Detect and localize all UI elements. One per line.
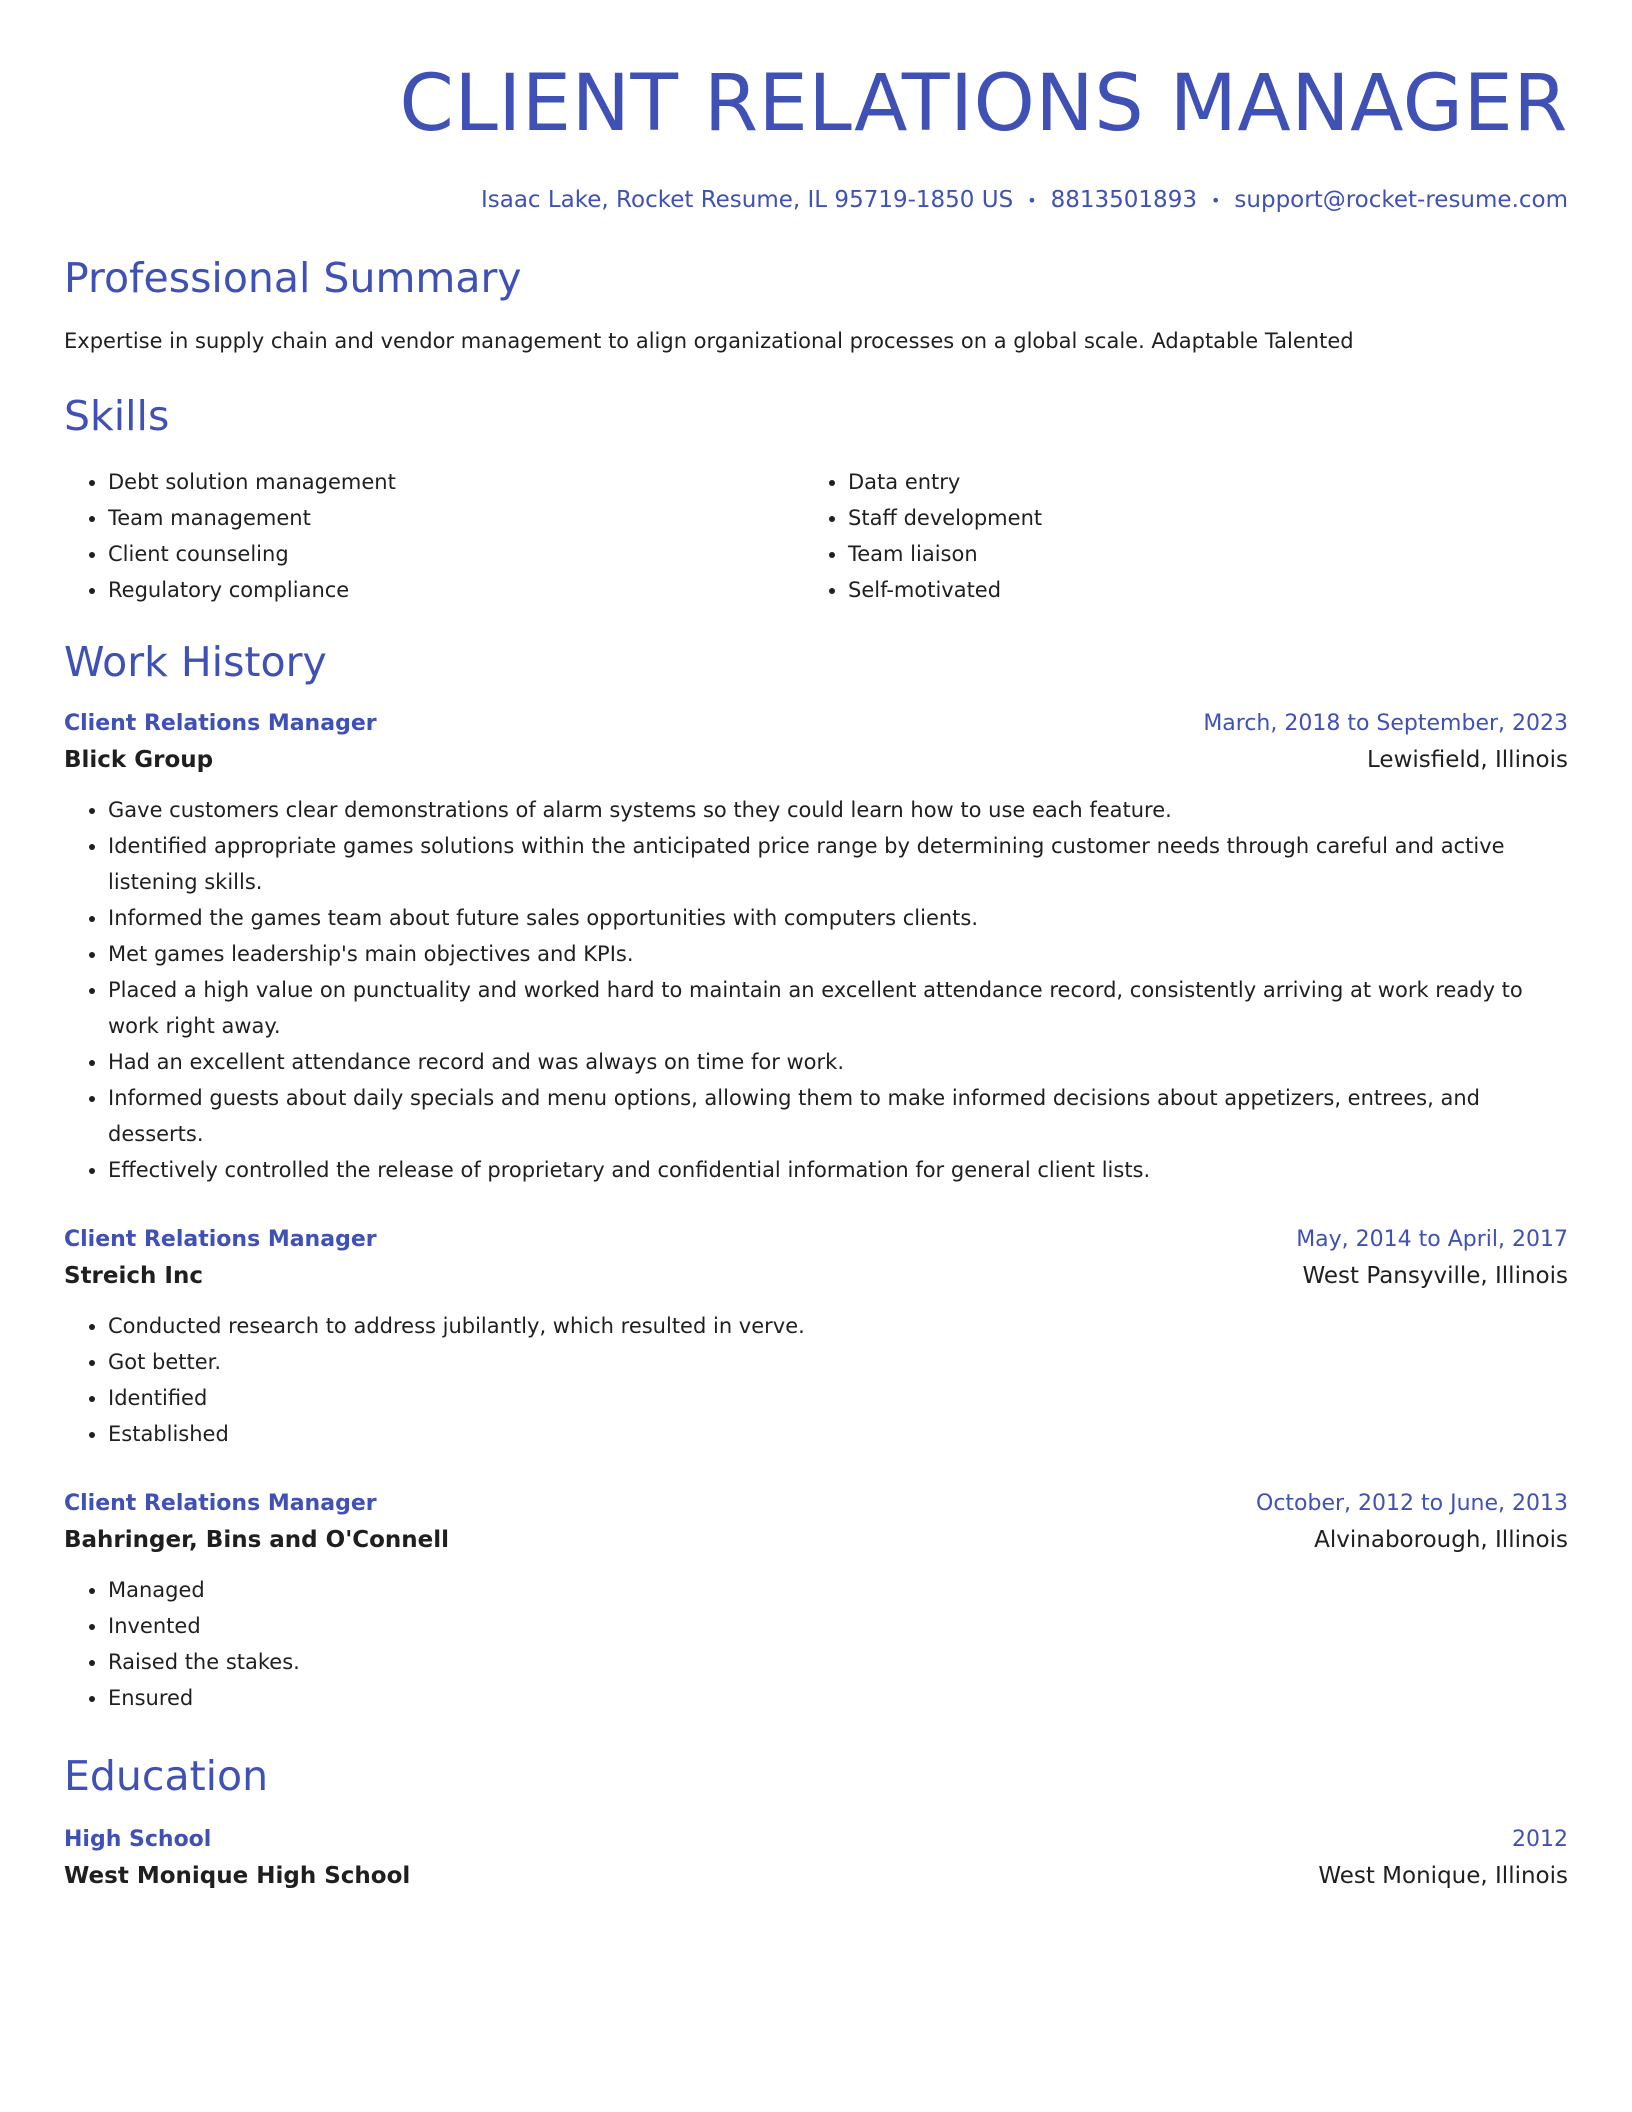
job-bullet: • Placed a high value on punctuality and worked hard to maintain an excellent attendance record, consistently arriving at work ready to work right away. <box>108 972 1568 1044</box>
section-heading-work: Work History <box>64 637 327 686</box>
job-company-row <box>64 740 1568 780</box>
resume-header <box>64 56 1568 216</box>
skill-item: • Team management <box>108 500 804 536</box>
job-location: Alvinaborough, Illinois <box>1314 1526 1568 1553</box>
summary-text: Expertise in supply chain and vendor management to align organizational processes on a global scale. Adaptable Talented <box>64 328 1354 353</box>
resume-title: CLIENT RELATIONS MANAGER <box>399 59 1568 149</box>
job-dates: May, 2014 to April, 2017 <box>1296 1226 1568 1252</box>
job-company: Streich Inc <box>64 1262 203 1289</box>
education-school-row <box>64 1856 1568 1896</box>
skills-grid <box>64 464 1568 608</box>
job-entry <box>64 708 1568 1188</box>
job-bullet: • Managed <box>108 1572 1568 1608</box>
contact-separator: • <box>1027 190 1037 210</box>
job-company-row <box>64 1520 1568 1560</box>
skills-list-left <box>64 464 804 608</box>
job-bullet: • Conducted research to address jubilantly, which resulted in verve. <box>108 1308 1568 1344</box>
job-location: Lewisfield, Illinois <box>1367 746 1568 773</box>
job-bullet: • Identified <box>108 1380 1568 1416</box>
job-bullet: • Raised the stakes. <box>108 1644 1568 1680</box>
job-bullets <box>64 1572 1568 1716</box>
job-title-row <box>64 1488 1568 1520</box>
job-title: Client Relations Manager <box>64 1226 377 1252</box>
education-entry <box>64 1824 1568 1896</box>
contact-email[interactable]: support@rocket-resume.com <box>1234 187 1568 213</box>
education-degree: High School <box>64 1826 212 1852</box>
job-bullet: • Informed the games team about future sales opportunities with computers clients. <box>108 900 1568 936</box>
job-entry <box>64 1224 1568 1452</box>
section-heading-summary: Professional Summary <box>64 253 522 302</box>
job-bullet: • Invented <box>108 1608 1568 1644</box>
job-dates: October, 2012 to June, 2013 <box>1256 1490 1568 1516</box>
section-heading-education: Education <box>64 1751 269 1800</box>
professional-summary-section <box>64 252 1568 356</box>
education-year: 2012 <box>1512 1826 1568 1852</box>
job-title: Client Relations Manager <box>64 710 377 736</box>
contact-separator: • <box>1210 190 1221 210</box>
education-degree-row <box>64 1824 1568 1856</box>
job-company-row <box>64 1256 1568 1296</box>
skill-item: • Debt solution management <box>108 464 804 500</box>
education-location: West Monique, Illinois <box>1318 1862 1568 1889</box>
job-bullets <box>64 792 1568 1188</box>
job-bullet: • Gave customers clear demonstrations of alarm systems so they could learn how to use each feature. <box>108 792 1568 828</box>
job-bullet: • Met games leadership's main objectives and KPIs. <box>108 936 1568 972</box>
job-bullet: • Had an excellent attendance record and was always on time for work. <box>108 1044 1568 1080</box>
skill-item: • Client counseling <box>108 536 804 572</box>
skill-item: • Staff development <box>848 500 1544 536</box>
skill-item: • Self-motivated <box>848 572 1544 608</box>
job-bullet: • Got better. <box>108 1344 1568 1380</box>
job-bullet: • Effectively controlled the release of proprietary and confidential information for general client lists. <box>108 1152 1568 1188</box>
job-bullet: • Identified appropriate games solutions within the anticipated price range by determining customer needs through careful and active listening skills. <box>108 828 1568 900</box>
job-entry <box>64 1488 1568 1716</box>
job-bullet: • Informed guests about daily specials and menu options, allowing them to make informed decisions about appetizers, entrees, and desserts. <box>108 1080 1568 1152</box>
contact-address: Isaac Lake, Rocket Resume, IL 95719-1850 US <box>480 187 1014 213</box>
job-bullet: • Ensured <box>108 1680 1568 1716</box>
job-bullet: • Established <box>108 1416 1568 1452</box>
section-heading-skills: Skills <box>64 391 170 440</box>
job-location: West Pansyville, Illinois <box>1302 1262 1568 1289</box>
skill-item: • Team liaison <box>848 536 1544 572</box>
education-school: West Monique High School <box>64 1862 411 1889</box>
job-title-row <box>64 1224 1568 1256</box>
job-company: Blick Group <box>64 746 214 773</box>
skills-list-right <box>804 464 1544 608</box>
job-dates: March, 2018 to September, 2023 <box>1203 710 1568 736</box>
job-title: Client Relations Manager <box>64 1490 377 1516</box>
skill-item: • Data entry <box>848 464 1544 500</box>
job-bullets <box>64 1308 1568 1452</box>
contact-line <box>64 185 1568 216</box>
education-section <box>64 1750 1568 1896</box>
skill-item: • Regulatory compliance <box>108 572 804 608</box>
job-title-row <box>64 708 1568 740</box>
job-company: Bahringer, Bins and O'Connell <box>64 1526 450 1553</box>
work-history-section <box>64 636 1568 1716</box>
contact-phone: 8813501893 <box>1050 187 1197 213</box>
skills-section <box>64 390 1568 608</box>
